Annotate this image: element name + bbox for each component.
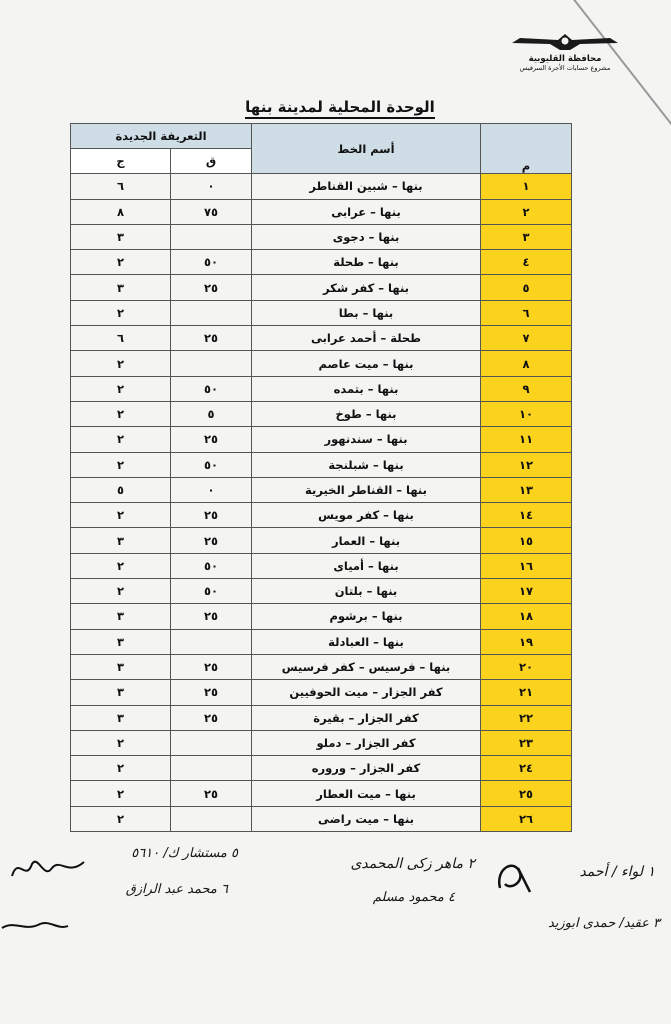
fare-pound-cell: ٢ bbox=[71, 427, 171, 452]
row-number-cell: ٧ bbox=[481, 326, 572, 351]
signature-3-scribble bbox=[8, 850, 88, 886]
fare-pound-cell: ٥ bbox=[71, 477, 171, 502]
fare-pound-cell: ٦ bbox=[71, 326, 171, 351]
row-number-cell: ٢٠ bbox=[481, 654, 572, 679]
line-name-cell: بنها – طوخ bbox=[252, 401, 481, 426]
table-row bbox=[71, 224, 572, 249]
line-name-cell: بنها – بلتان bbox=[252, 579, 481, 604]
fare-piaster-cell bbox=[171, 351, 252, 376]
signature-block-4 bbox=[500, 912, 660, 952]
fare-piaster-cell: ٢٥ bbox=[171, 680, 252, 705]
signature-block-3 bbox=[8, 846, 248, 916]
line-name-cell: بنها – أمياى bbox=[252, 553, 481, 578]
table-row bbox=[71, 275, 572, 300]
fare-pound-cell: ٣ bbox=[71, 654, 171, 679]
fare-piaster-cell: ٢٥ bbox=[171, 326, 252, 351]
row-number-cell: ١٨ bbox=[481, 604, 572, 629]
line-name-cell: بنها – برشوم bbox=[252, 604, 481, 629]
signature-block-1 bbox=[490, 858, 655, 898]
row-number-cell: ١٢ bbox=[481, 452, 572, 477]
fare-piaster-cell bbox=[171, 806, 252, 831]
row-number-cell: ٢٤ bbox=[481, 756, 572, 781]
page-title bbox=[200, 98, 480, 116]
line-name-cell: بنها – عرابى bbox=[252, 199, 481, 224]
logo-governorate-name: محافظة القليوبية bbox=[528, 54, 602, 64]
signature-4-text: ٣ عقيد/ حمدى ابوزيد bbox=[547, 916, 660, 931]
table-row bbox=[71, 174, 572, 199]
row-number-cell: ١٩ bbox=[481, 629, 572, 654]
fare-pound-cell: ٢ bbox=[71, 452, 171, 477]
table-row bbox=[71, 654, 572, 679]
signature-3-text: ٥ مستشار ك/ ٥٦١٠ bbox=[131, 846, 238, 861]
fare-pound-cell: ٢ bbox=[71, 401, 171, 426]
line-name-cell: بنها – بطا bbox=[252, 300, 481, 325]
fare-piaster-cell: ٢٥ bbox=[171, 275, 252, 300]
row-number-cell: ١٠ bbox=[481, 401, 572, 426]
signature-1-text: ١ لواء / أحمد bbox=[579, 864, 655, 880]
line-column-header: أسم الخط bbox=[252, 124, 481, 174]
line-name-cell: بنها – طحلة bbox=[252, 250, 481, 275]
row-number-cell: ٦ bbox=[481, 300, 572, 325]
fare-piaster-cell bbox=[171, 300, 252, 325]
table-row bbox=[71, 705, 572, 730]
fare-piaster-cell bbox=[171, 730, 252, 755]
table-row bbox=[71, 553, 572, 578]
table-row bbox=[71, 680, 572, 705]
eagle-emblem-icon bbox=[510, 32, 620, 54]
fare-piaster-cell: ٧٥ bbox=[171, 199, 252, 224]
row-number-cell: ٢٢ bbox=[481, 705, 572, 730]
table-row bbox=[71, 806, 572, 831]
fare-piaster-cell bbox=[171, 756, 252, 781]
page-title-text: الوحدة المحلية لمدينة بنها bbox=[245, 98, 435, 119]
row-number-cell: ٤ bbox=[481, 250, 572, 275]
row-number-cell: ٢٥ bbox=[481, 781, 572, 806]
line-name-cell: كفر الجزار – بقيرة bbox=[252, 705, 481, 730]
line-name-cell: بنها – ميت العطار bbox=[252, 781, 481, 806]
signature-1-scribble bbox=[490, 858, 540, 896]
signature-3-subtext: ٦ محمد عبد الرازق bbox=[125, 882, 228, 897]
fare-pound-cell: ٢ bbox=[71, 553, 171, 578]
line-name-cell: طحلة – أحمد عرابى bbox=[252, 326, 481, 351]
table-row bbox=[71, 730, 572, 755]
row-number-cell: ٨ bbox=[481, 351, 572, 376]
fare-piaster-cell: ٢٥ bbox=[171, 604, 252, 629]
row-number-cell: ٢ bbox=[481, 199, 572, 224]
fare-piaster-cell: ٢٥ bbox=[171, 427, 252, 452]
fare-table bbox=[70, 123, 572, 832]
table-row bbox=[71, 781, 572, 806]
fare-piaster-cell: ٥ bbox=[171, 401, 252, 426]
signature-2-subtext: ٤ محمود مسلم bbox=[372, 890, 455, 905]
row-number-cell: ١٥ bbox=[481, 528, 572, 553]
fare-piaster-cell bbox=[171, 224, 252, 249]
table-row bbox=[71, 300, 572, 325]
table-row bbox=[71, 401, 572, 426]
row-number-cell: ٢١ bbox=[481, 680, 572, 705]
logo-project-name: مشروع حسابات الأجرة السرفيس bbox=[519, 64, 611, 72]
fare-piaster-cell: ٢٥ bbox=[171, 503, 252, 528]
fare-pound-cell: ٢ bbox=[71, 730, 171, 755]
fare-pound-cell: ٣ bbox=[71, 224, 171, 249]
pound-column-header: ج bbox=[71, 149, 171, 174]
table-row bbox=[71, 199, 572, 224]
row-number-cell: ٥ bbox=[481, 275, 572, 300]
fare-piaster-cell: ٥٠ bbox=[171, 452, 252, 477]
row-number-cell: ١٦ bbox=[481, 553, 572, 578]
fare-piaster-cell: ٠ bbox=[171, 174, 252, 199]
row-number-cell: ٢٦ bbox=[481, 806, 572, 831]
signature-block-2 bbox=[295, 850, 485, 920]
fare-pound-cell: ٢ bbox=[71, 781, 171, 806]
fare-pound-cell: ٣ bbox=[71, 680, 171, 705]
number-column-header: م bbox=[481, 124, 572, 174]
fare-pound-cell: ٣ bbox=[71, 275, 171, 300]
signature-2-text: ٢ ماهر زكى المحمدى bbox=[350, 856, 475, 872]
line-name-cell: بنها – كفر شكر bbox=[252, 275, 481, 300]
line-name-cell: بنها – فرسيس – كفر فرسيس bbox=[252, 654, 481, 679]
line-name-cell: بنها – سندنهور bbox=[252, 427, 481, 452]
fare-piaster-cell bbox=[171, 629, 252, 654]
fare-piaster-cell: ٢٥ bbox=[171, 528, 252, 553]
fare-pound-cell: ٢ bbox=[71, 806, 171, 831]
table-row bbox=[71, 756, 572, 781]
row-number-cell: ٩ bbox=[481, 376, 572, 401]
line-name-cell: بنها – كفر مويس bbox=[252, 503, 481, 528]
fare-column-header: التعريفة الجديدة bbox=[71, 124, 252, 149]
fare-pound-cell: ٢ bbox=[71, 579, 171, 604]
fare-piaster-cell: ٥٠ bbox=[171, 250, 252, 275]
table-row bbox=[71, 528, 572, 553]
fare-piaster-cell: ٢٥ bbox=[171, 654, 252, 679]
line-name-cell: بنها – بتمده bbox=[252, 376, 481, 401]
fare-pound-cell: ٢ bbox=[71, 351, 171, 376]
line-name-cell: بنها – شبلنجة bbox=[252, 452, 481, 477]
table-row bbox=[71, 427, 572, 452]
fare-pound-cell: ٢ bbox=[71, 376, 171, 401]
table-row bbox=[71, 629, 572, 654]
table-row bbox=[71, 452, 572, 477]
line-name-cell: كفر الجزار – وروره bbox=[252, 756, 481, 781]
piaster-column-header: ق bbox=[171, 149, 252, 174]
line-name-cell: بنها – القناطر الخيرية bbox=[252, 477, 481, 502]
table-row bbox=[71, 250, 572, 275]
fare-piaster-cell: ٠ bbox=[171, 477, 252, 502]
line-name-cell: بنها – العمار bbox=[252, 528, 481, 553]
fare-pound-cell: ٢ bbox=[71, 756, 171, 781]
fare-pound-cell: ٣ bbox=[71, 629, 171, 654]
row-number-cell: ١٣ bbox=[481, 477, 572, 502]
fare-pound-cell: ٣ bbox=[71, 705, 171, 730]
table-row bbox=[71, 326, 572, 351]
line-name-cell: كفر الجزار – دملو bbox=[252, 730, 481, 755]
fare-pound-cell: ٢ bbox=[71, 300, 171, 325]
line-name-cell: بنها – شبين القناطر bbox=[252, 174, 481, 199]
table-row bbox=[71, 604, 572, 629]
line-name-cell: كفر الجزار – ميت الحوفيين bbox=[252, 680, 481, 705]
table-row bbox=[71, 477, 572, 502]
table-row bbox=[71, 376, 572, 401]
fare-pound-cell: ٦ bbox=[71, 174, 171, 199]
fare-piaster-cell: ٢٥ bbox=[171, 781, 252, 806]
fare-pound-cell: ٨ bbox=[71, 199, 171, 224]
fare-piaster-cell: ٥٠ bbox=[171, 376, 252, 401]
fare-pound-cell: ٢ bbox=[71, 503, 171, 528]
line-name-cell: بنها – دجوى bbox=[252, 224, 481, 249]
row-number-cell: ٢٣ bbox=[481, 730, 572, 755]
line-name-cell: بنها – العبادلة bbox=[252, 629, 481, 654]
row-number-cell: ١١ bbox=[481, 427, 572, 452]
row-number-cell: ٣ bbox=[481, 224, 572, 249]
table-row bbox=[71, 351, 572, 376]
fare-pound-cell: ٣ bbox=[71, 604, 171, 629]
table-row bbox=[71, 503, 572, 528]
row-number-cell: ١٤ bbox=[481, 503, 572, 528]
line-name-cell: بنها – ميت عاصم bbox=[252, 351, 481, 376]
line-name-cell: بنها – ميت راضى bbox=[252, 806, 481, 831]
row-number-cell: ١٧ bbox=[481, 579, 572, 604]
fare-piaster-cell: ٥٠ bbox=[171, 579, 252, 604]
signature-5-scribble bbox=[0, 916, 70, 936]
row-number-cell: ١ bbox=[481, 174, 572, 199]
fare-pound-cell: ٢ bbox=[71, 250, 171, 275]
table-row bbox=[71, 579, 572, 604]
signature-scribble-bottom-left bbox=[0, 916, 70, 936]
fare-piaster-cell: ٢٥ bbox=[171, 705, 252, 730]
fare-pound-cell: ٣ bbox=[71, 528, 171, 553]
fare-piaster-cell: ٥٠ bbox=[171, 553, 252, 578]
governorate-logo bbox=[505, 32, 625, 92]
